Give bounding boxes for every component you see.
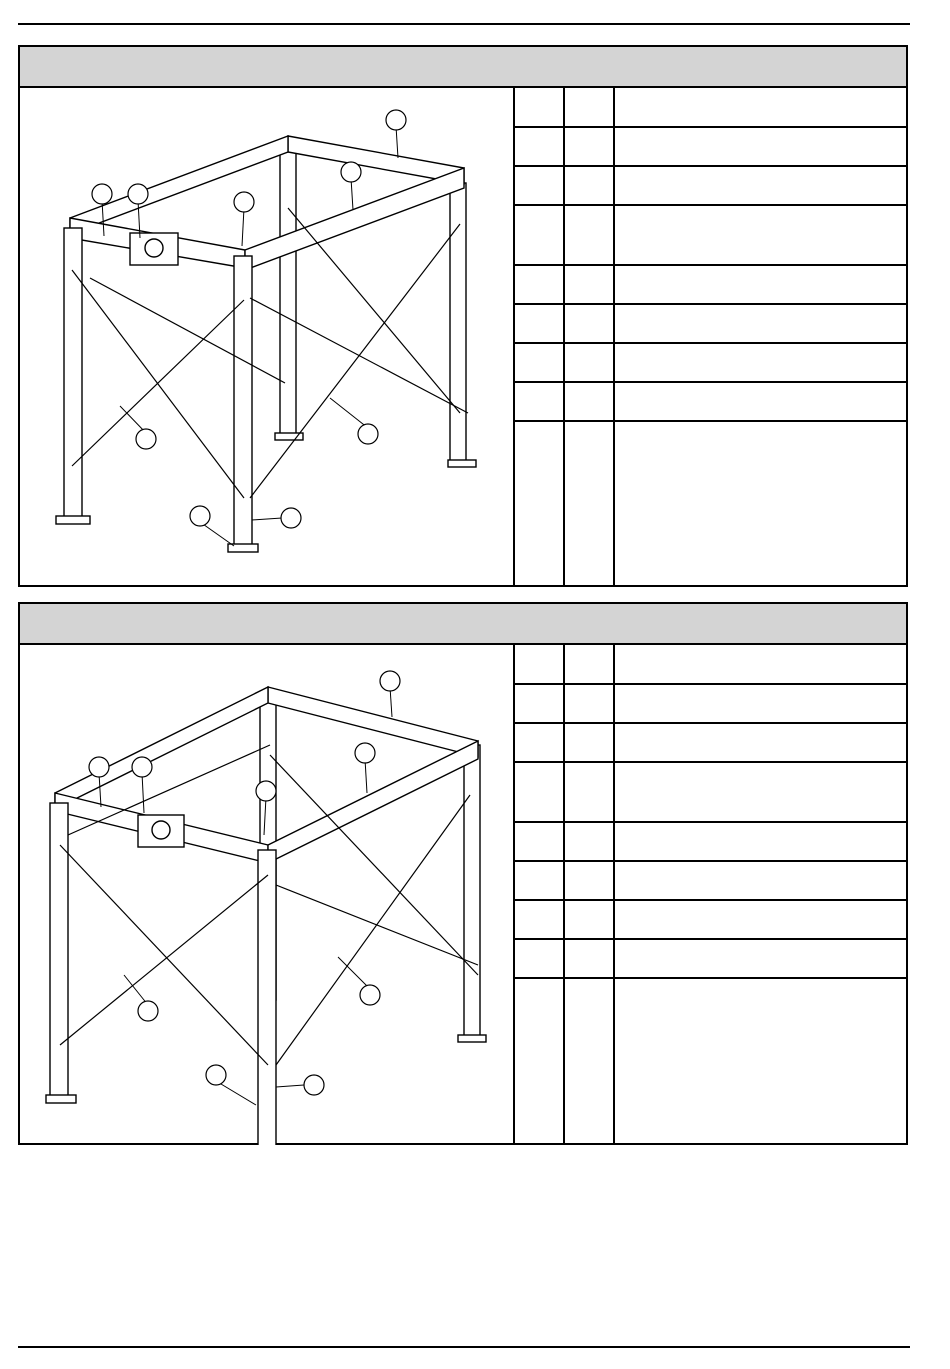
table-row [515,127,908,166]
table-row [515,762,908,822]
table-row [515,265,908,304]
table-row [515,205,908,265]
table-row [515,645,908,684]
parts-table-1 [515,88,908,587]
table-row [515,684,908,723]
table-row [515,822,908,861]
stand-frame-drawing-1 [20,88,513,587]
table-row [515,382,908,421]
table-row [515,166,908,205]
parts-section-2 [18,602,908,1145]
table-row [515,304,908,343]
table-row [515,861,908,900]
table-row [515,939,908,978]
table-row [515,88,908,127]
table-row [515,421,908,587]
bottom-rule [18,1346,910,1348]
parts-section-1 [18,45,908,587]
table-row [515,978,908,1145]
table-row [515,343,908,382]
top-rule [18,23,910,25]
frame-illustration-2 [20,645,515,1145]
parts-table-2 [515,645,908,1145]
section-2-heading [20,604,906,645]
table-row [515,723,908,762]
section-1-heading [20,47,906,88]
frame-illustration-1 [20,88,515,587]
stand-frame-drawing-2 [20,645,513,1145]
table-row [515,900,908,939]
